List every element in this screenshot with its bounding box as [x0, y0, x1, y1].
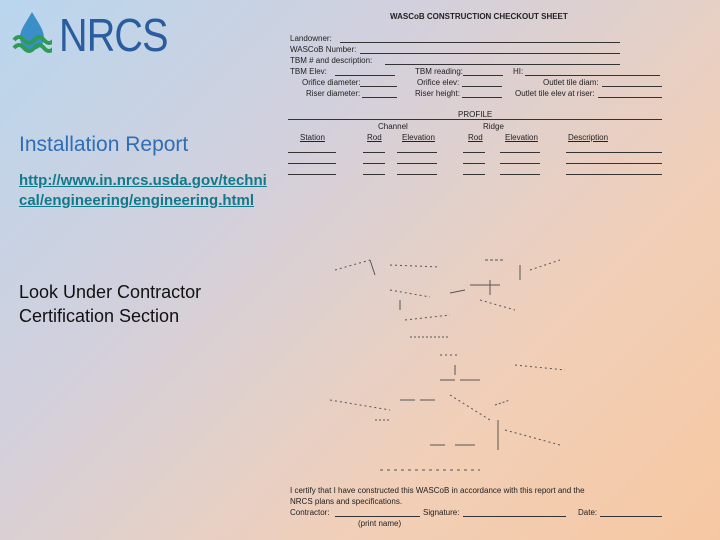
orifice-elev-label: Orifice elev: [417, 78, 460, 87]
checkout-sheet [280, 0, 680, 540]
col-elevation-channel: Elevation [402, 133, 435, 142]
outlet-tile-diam-label: Outlet tile diam: [543, 78, 599, 87]
table-row-line [397, 152, 437, 153]
table-row-line [463, 163, 485, 164]
table-row-line [397, 174, 437, 175]
tbm-elev-line [335, 75, 395, 76]
profile-label: PROFILE [458, 110, 493, 119]
wascob-sketch [330, 245, 620, 475]
signature-label: Signature: [423, 508, 460, 517]
col-station: Station [300, 133, 325, 142]
outlet-tile-diam-line [602, 86, 662, 87]
riser-height-line [462, 97, 502, 98]
hi-label: HI: [513, 67, 524, 76]
table-row-line [566, 152, 662, 153]
table-row-line [363, 174, 385, 175]
riser-diameter-label: Riser diameter: [306, 89, 361, 98]
table-row-line [566, 174, 662, 175]
date-line [600, 516, 662, 517]
tbm-reading-label: TBM reading: [415, 67, 464, 76]
contractor-line [335, 516, 420, 517]
riser-height-label: Riser height: [415, 89, 460, 98]
signature-line [463, 516, 566, 517]
logo-text: NRCS [59, 9, 168, 61]
engineering-link[interactable]: http://www.in.nrcs.usda.gov/technical/engineering/engineering.html [19, 172, 267, 209]
riser-diameter-line [362, 97, 397, 98]
landowner-line [340, 42, 620, 43]
table-row-line [397, 163, 437, 164]
tbm-elev-label: TBM Elev: [290, 67, 327, 76]
water-drop-icon [12, 10, 52, 58]
certify-line-2: NRCS plans and specifications. [290, 497, 403, 506]
orifice-diameter-line [360, 86, 397, 87]
sheet-title: WASCoB CONSTRUCTION CHECKOUT SHEET [390, 12, 568, 21]
table-row-line [288, 163, 336, 164]
ridge-label: Ridge [483, 122, 504, 131]
table-row-line [288, 152, 336, 153]
nrcs-logo [12, 10, 167, 62]
outlet-tile-elev-line [598, 97, 662, 98]
tbm-line [385, 64, 620, 65]
outlet-tile-elev-label: Outlet tile elev at riser: [515, 89, 595, 98]
print-name-label: (print name) [358, 519, 402, 528]
tbm-reading-line [463, 75, 503, 76]
orifice-elev-line [462, 86, 502, 87]
date-label: Date: [578, 508, 598, 517]
hi-line [525, 75, 660, 76]
table-row-line [500, 163, 540, 164]
certify-line-1: I certify that I have constructed this WASCoB in accordance with this report and the [290, 486, 585, 495]
wascob-number-line [360, 53, 620, 54]
contractor-label: Contractor: [290, 508, 330, 517]
instruction-note: Look Under Contractor Certification Section [19, 282, 202, 326]
col-rod-ridge: Rod [468, 133, 483, 142]
col-description: Description [568, 133, 609, 142]
wascob-number-label: WASCoB Number: [290, 45, 357, 54]
table-row-line [288, 174, 336, 175]
table-row-line [500, 152, 540, 153]
table-row-line [500, 174, 540, 175]
orifice-diameter-label: Orifice diameter: [302, 78, 361, 87]
table-row-line [363, 152, 385, 153]
channel-label: Channel [378, 122, 408, 131]
col-rod-channel: Rod [367, 133, 382, 142]
landowner-label: Landowner: [290, 34, 332, 43]
page-title: Installation Report [19, 133, 189, 156]
tbm-label: TBM # and description: [290, 56, 373, 65]
profile-line [288, 119, 662, 120]
table-row-line [566, 163, 662, 164]
table-row-line [463, 152, 485, 153]
col-elevation-ridge: Elevation [505, 133, 538, 142]
table-row-line [463, 174, 485, 175]
table-row-line [363, 163, 385, 164]
